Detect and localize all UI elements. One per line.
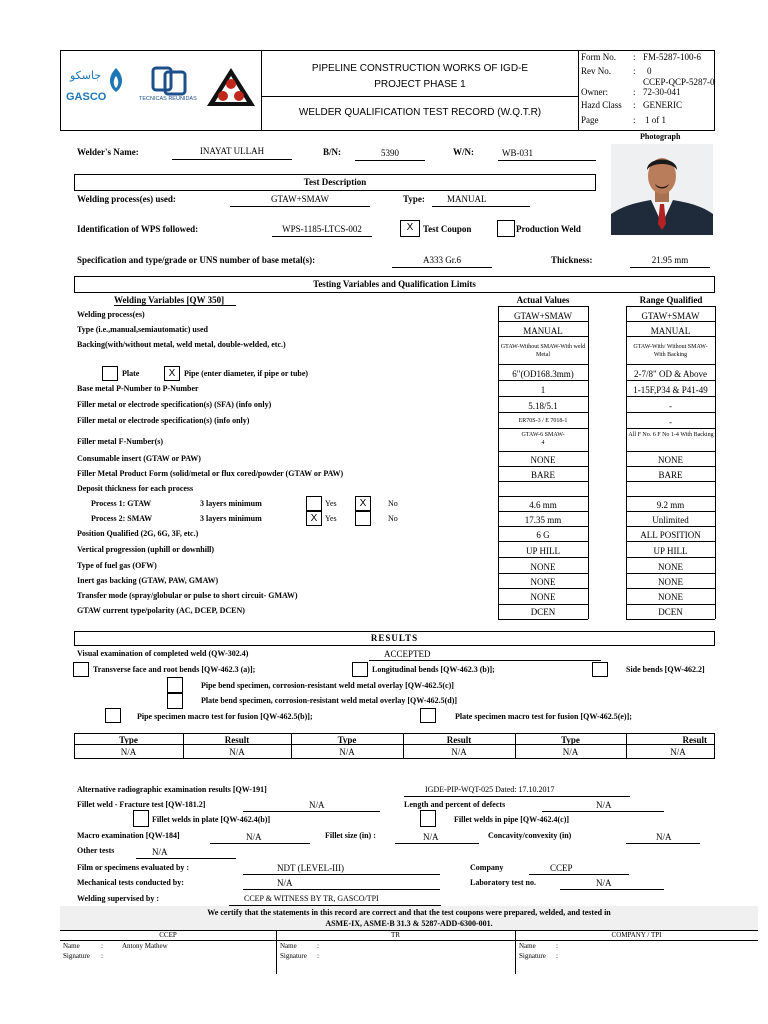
- meta-sep: :: [633, 100, 636, 110]
- lab-test-value: N/A: [596, 878, 612, 888]
- col-welding-variables: Welding Variables [QW 350]: [114, 295, 225, 305]
- table-header: Result: [682, 735, 707, 745]
- variables-heading: Testing Variables and Qualification Limits: [313, 279, 476, 289]
- variable-label: Filler metal or electrode specification(s) (info only): [77, 416, 250, 425]
- variable-label: GTAW current type/polarity (AC, DCEP, DCEN): [77, 606, 245, 615]
- pipe-bend-overlay-label: Pipe bend specimen, corrosion-resistant weld metal overlay [QW-462.5(c)]: [201, 681, 454, 690]
- project-title: PIPELINE CONSTRUCTION WORKS OF IGD-E: [311, 63, 529, 74]
- actual-value: 6"(OD168.3mm): [512, 369, 574, 379]
- no-label: No: [388, 514, 398, 523]
- plate-macro-label: Plate specimen macro test for fusion [QW-462.5(e)];: [455, 712, 632, 721]
- table-cell: N/A: [562, 747, 579, 757]
- thickness-label: Thickness:: [551, 255, 593, 265]
- variable-label: Consumable insert (GTAW or PAW): [77, 454, 201, 463]
- fillet-size-label: Fillet size (in) :: [325, 831, 376, 840]
- tpi-signature-label: Signature: [519, 952, 546, 960]
- bn-label: B/N:: [323, 147, 341, 157]
- process-1-yes-checkbox[interactable]: [306, 496, 322, 511]
- yes-label: Yes: [325, 514, 337, 523]
- pipe-checkbox[interactable]: X: [164, 366, 180, 381]
- variable-label: Type of fuel gas (OFW): [77, 561, 157, 570]
- actual-value: NONE: [530, 562, 556, 572]
- actual-value: MANUAL: [523, 326, 563, 336]
- production-weld-checkbox[interactable]: [497, 220, 515, 237]
- range-value: NONE: [658, 592, 683, 602]
- other-tests-value: N/A: [152, 847, 168, 857]
- meta-sep: :: [633, 115, 636, 125]
- range-value: 2-7/8" OD & Above: [634, 369, 707, 379]
- range-value: UP HILL: [653, 546, 688, 556]
- lab-test-label: Laboratory test no.: [470, 878, 536, 887]
- plate-checkbox[interactable]: [102, 366, 118, 381]
- certification-line-2: ASME-IX, ASME-B 31.3 & 5287-ADD-6300-001.: [325, 919, 493, 928]
- process-2-label: Process 2: SMAW: [91, 514, 153, 523]
- film-evaluated-value: NDT (LEVEL-III): [277, 863, 345, 873]
- transverse-bend-checkbox[interactable]: [73, 662, 89, 677]
- actual-value: GTAW+SMAW: [514, 311, 572, 321]
- variable-label: Welding process(es): [77, 310, 145, 319]
- tecnicas-logo: [139, 66, 201, 108]
- test-coupon-checkbox[interactable]: X: [400, 220, 420, 237]
- variable-label: Base metal P-Number to P-Number: [77, 384, 199, 393]
- variable-label: Filler Metal Product Form (solid/metal or flux cored/powder (GTAW or PAW): [77, 469, 344, 478]
- project-phase: PROJECT PHASE 1: [374, 79, 466, 90]
- range-value: 9.2 mm: [656, 500, 685, 510]
- fillet-pipe-label: Fillet welds in pipe [QW-462.4(c)]: [454, 815, 570, 824]
- thickness-value: 21.95 mm: [651, 255, 689, 265]
- results-heading: RESULTS: [370, 633, 419, 643]
- range-value: NONE: [658, 577, 683, 587]
- actual-value: 5.18/5.1: [528, 401, 558, 411]
- plate-bend-overlay-checkbox[interactable]: [167, 693, 183, 709]
- range-value: -: [669, 401, 672, 411]
- plate-label: Plate: [122, 369, 140, 378]
- pipe-label: Pipe (enter diameter, if pipe or tube): [184, 369, 309, 378]
- process-1-label: Process 1: GTAW: [91, 499, 152, 508]
- table-cell: N/A: [339, 747, 355, 757]
- actual-value: UP HILL: [526, 546, 560, 556]
- range-value: ALL POSITION: [640, 530, 701, 540]
- macro-exam-value: N/A: [246, 832, 262, 842]
- ccc-logo-icon: [205, 66, 257, 108]
- meta-sep: :: [633, 52, 636, 62]
- welder-name: INAYAT ULLAH: [199, 146, 265, 156]
- actual-value: ER70S-3 / E 7018-1: [518, 418, 568, 424]
- actual-value: GTAW-Without SMAW-With weld Metal: [500, 344, 586, 358]
- table-header: Result: [224, 735, 250, 745]
- variable-label: Vertical progression (uphill or downhill): [77, 545, 215, 554]
- longitudinal-bend-checkbox[interactable]: [352, 662, 368, 677]
- company-value: CCEP: [550, 863, 573, 873]
- fillet-pipe-checkbox[interactable]: [420, 810, 436, 827]
- variable-label: Deposit thickness for each process: [77, 484, 194, 493]
- concavity-value: N/A: [656, 832, 672, 842]
- photo-label: Photograph: [640, 132, 681, 141]
- film-evaluated-label: Film or specimens evaluated by :: [77, 863, 190, 872]
- spec-value: A333 Gr.6: [423, 255, 461, 265]
- process-label: Welding process(es) used:: [77, 194, 176, 204]
- range-value: 1-15F,P34 & P41-49: [633, 385, 708, 395]
- meta-value: 72-30-041: [643, 87, 681, 97]
- ccep-signature-sep: :: [101, 952, 103, 960]
- process-1-no-checkbox[interactable]: X: [355, 496, 371, 511]
- process-2-no-checkbox[interactable]: [355, 511, 371, 526]
- tpi-name-label: Name: [519, 942, 536, 950]
- range-value: All F No. 6 F No 1-4 With Backing: [628, 432, 714, 438]
- meta-value: CCEP-QCP-5287-0: [643, 77, 715, 87]
- plate-macro-checkbox[interactable]: [420, 708, 436, 723]
- range-value: DCEN: [658, 607, 683, 617]
- plate-bend-overlay-label: Plate bend specimen, corrosion-resistant weld metal overlay [QW-462.5(d)]: [201, 696, 458, 705]
- test-description-heading: Test Description: [303, 177, 367, 187]
- fillet-fracture-value: N/A: [309, 800, 325, 810]
- table-cell: N/A: [229, 747, 245, 757]
- side-bend-label: Side bends [QW-462.2]: [626, 665, 705, 674]
- type-value: MANUAL: [447, 194, 487, 204]
- actual-value: 4.6 mm: [529, 500, 557, 510]
- range-value: NONE: [658, 455, 683, 465]
- process-2-layers: 3 layers minimum: [200, 514, 262, 523]
- gasco-logo-text: GASCO: [66, 91, 107, 103]
- variable-label: Transfer mode (spray/globular or pulse to short circuit- GMAW): [77, 591, 298, 600]
- variable-label: Position Qualified (2G, 6G, 3F, etc.): [77, 529, 199, 538]
- meta-sep: :: [633, 66, 636, 76]
- no-label: No: [388, 499, 398, 508]
- meta-label: Owner:: [581, 87, 608, 97]
- svg-text:جاسكو: جاسكو: [70, 69, 102, 82]
- pipe-bend-overlay-checkbox[interactable]: [167, 677, 183, 693]
- table-header: Type: [337, 735, 357, 745]
- variable-label: Type (i.e.,manual,semiautomatic) used: [77, 325, 208, 334]
- transverse-bend-label: Transverse face and root bends [QW-462.3 (a)];: [93, 665, 256, 674]
- yes-label: Yes: [325, 499, 337, 508]
- wps-value: WPS-1185-LTCS-002: [282, 224, 362, 234]
- production-weld-label: Production Weld: [516, 224, 581, 234]
- table-header: Type: [561, 735, 580, 745]
- variable-label: Filler metal or electrode specification(s) (SFA) (info only): [77, 400, 272, 409]
- spec-label: Specification and type/grade or UNS number of base metal(s):: [77, 255, 316, 265]
- sig-col-ccep: CCEP: [159, 931, 177, 939]
- ccep-signature-label: Signature: [63, 952, 90, 960]
- actual-value: NONE: [530, 455, 556, 465]
- fillet-fracture-label: Fillet weld - Fracture test [QW-181.2]: [77, 800, 206, 809]
- process-value: GTAW+SMAW: [271, 194, 329, 204]
- ccep-name-sep: :: [101, 942, 103, 950]
- col-range-qualified: Range Qualified: [639, 295, 703, 305]
- meta-sep: :: [633, 87, 636, 97]
- visual-label: Visual examination of completed weld (QW-302.4): [77, 649, 249, 658]
- tr-signature-label: Signature: [280, 952, 307, 960]
- tecnicas-logo-text: TECNICAS REUNIDAS: [139, 96, 197, 102]
- col-actual-values: Actual Values: [516, 295, 570, 305]
- visual-value: ACCEPTED: [384, 649, 431, 659]
- actual-value: BARE: [530, 470, 555, 480]
- tpi-signature-sep: :: [556, 952, 558, 960]
- tr-name-label: Name: [280, 942, 297, 950]
- pipe-macro-checkbox[interactable]: [105, 708, 121, 723]
- meta-value: FM-5287-100-6: [643, 52, 701, 62]
- sig-col-tr: TR: [391, 931, 400, 939]
- length-defects-label: Length and percent of defects: [404, 800, 506, 809]
- concavity-label: Concavity/convexity (in): [488, 831, 572, 840]
- process-1-layers: 3 layers minimum: [200, 499, 262, 508]
- meta-value: 1 of 1: [645, 115, 666, 125]
- welder-name-label: Welder's Name:: [77, 147, 139, 157]
- meta-label: Form No.: [581, 52, 617, 62]
- company-label: Company: [470, 863, 504, 872]
- meta-label: Page: [581, 115, 599, 125]
- table-header: Result: [446, 735, 472, 745]
- range-value: -: [669, 417, 672, 427]
- ccep-name-label: Name: [63, 942, 80, 950]
- meta-value: GENERIC: [643, 100, 682, 110]
- meta-value: 0: [647, 66, 652, 76]
- table-header: Type: [119, 735, 138, 745]
- actual-value: NONE: [530, 577, 556, 587]
- type-label: Type:: [403, 194, 425, 204]
- welder-photo: [611, 144, 713, 235]
- range-value: GTAW-With/ Without SMAW-With Backing: [633, 344, 708, 358]
- tr-signature-sep: :: [317, 952, 319, 960]
- ccep-name-value: Antony Mathew: [122, 942, 168, 950]
- wn-value: WB-031: [502, 148, 533, 158]
- meta-label: Hazd Class: [581, 100, 622, 110]
- range-value: NONE: [658, 562, 683, 572]
- actual-value: NONE: [530, 592, 556, 602]
- actual-value: DCEN: [530, 607, 556, 617]
- actual-value: GTAW-6 SMAW-4: [521, 432, 565, 446]
- other-tests-label: Other tests: [77, 846, 115, 855]
- range-value: MANUAL: [650, 326, 691, 336]
- side-bend-checkbox[interactable]: [592, 662, 608, 677]
- wps-label: Identification of WPS followed:: [77, 224, 199, 234]
- table-cell: N/A: [670, 747, 686, 757]
- actual-value: 1: [540, 385, 546, 395]
- table-cell: N/A: [451, 747, 467, 757]
- variable-label: Backing(with/without metal, weld metal, double-welded, etc.): [77, 340, 286, 349]
- table-cell: N/A: [120, 747, 137, 757]
- bn-value: 5390: [381, 148, 399, 158]
- fillet-size-value: N/A: [423, 832, 439, 842]
- test-coupon-label: Test Coupon: [423, 224, 472, 234]
- mech-tests-label: Mechanical tests conducted by:: [77, 878, 184, 887]
- variable-label: Inert gas backing (GTAW, PAW, GMAW): [77, 576, 219, 585]
- longitudinal-bend-label: Longitudinal bends [QW-462.3 (b)];: [372, 665, 495, 674]
- tr-name-sep: :: [317, 942, 319, 950]
- length-defects-value: N/A: [596, 800, 612, 810]
- pipe-macro-label: Pipe specimen macro test for fusion [QW-462.5(b)];: [137, 712, 313, 721]
- range-value: Unlimited: [652, 515, 689, 525]
- fillet-plate-checkbox[interactable]: [133, 810, 149, 827]
- sig-col-company: COMPANY / TPI: [611, 931, 662, 939]
- actual-value: 17.35 mm: [524, 515, 562, 525]
- gasco-logo: [64, 62, 130, 106]
- variable-label: Filler metal F-Number(s): [77, 437, 164, 446]
- alt-radiographic-value: IGDE-PIP-WQT-025 Dated: 17.10.2017: [425, 785, 555, 794]
- range-value: GTAW+SMAW: [641, 311, 700, 321]
- fillet-plate-label: Fillet welds in plate [QW-462.4(b)]: [152, 815, 271, 824]
- alt-radiographic-label: Alternative radiographic examination results [QW-191]: [77, 785, 267, 794]
- supervised-label: Welding supervised by :: [77, 894, 160, 903]
- form-title: WELDER QUALIFICATION TEST RECORD (W.Q.T.R): [298, 107, 542, 118]
- wn-label: W/N:: [453, 147, 474, 157]
- mech-tests-value: N/A: [277, 878, 293, 888]
- process-2-yes-checkbox[interactable]: X: [306, 511, 322, 526]
- tpi-name-sep: :: [556, 942, 558, 950]
- actual-value: 6 G: [536, 530, 550, 540]
- certification-line-1: We certify that the statements in this record are correct and that the test coupons were prepared, welded, and tested in: [207, 908, 611, 917]
- meta-label: Rev No.: [581, 66, 611, 76]
- macro-exam-label: Macro examination [QW-184]: [77, 831, 180, 840]
- range-value: BARE: [658, 470, 683, 480]
- supervised-value: CCEP & WITNESS BY TR, GASCO/TPI: [244, 894, 379, 903]
